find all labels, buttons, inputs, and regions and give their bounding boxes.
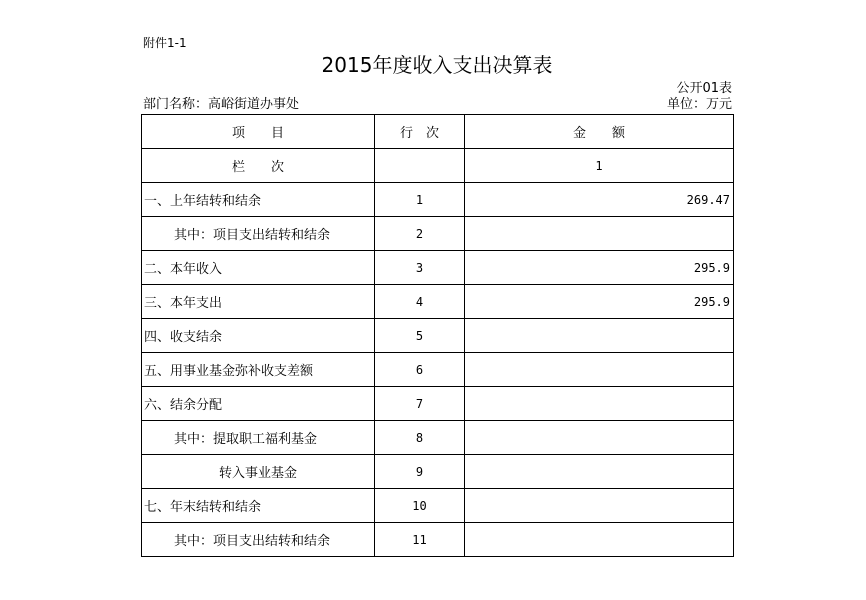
column-index-amount: 1 [465, 149, 734, 183]
row-line: 4 [375, 285, 465, 319]
table-row [142, 217, 734, 251]
row-item: 六、结余分配 [142, 387, 375, 421]
row-item: 其中：提取职工福利基金 [142, 421, 375, 455]
header-line: 行 次 [375, 115, 465, 149]
report-title: 2015年度收入支出决算表 [321, 53, 553, 77]
row-amount: 295.9 [465, 251, 734, 285]
table-row [142, 183, 734, 217]
table-header-row [142, 115, 734, 149]
department-name: 部门名称：高峪街道办事处 [143, 97, 300, 112]
table-row [142, 421, 734, 455]
table-row [142, 251, 734, 285]
form-code: 公开01表 [676, 81, 732, 96]
row-amount [465, 421, 734, 455]
table-row [142, 489, 734, 523]
row-line: 11 [375, 523, 465, 557]
row-item: 七、年末结转和结余 [142, 489, 375, 523]
table-row [142, 455, 734, 489]
row-line: 8 [375, 421, 465, 455]
header-item: 项 目 [142, 115, 375, 149]
row-amount: 269.47 [465, 183, 734, 217]
row-item: 其中：项目支出结转和结余 [142, 217, 375, 251]
header-amount: 金 额 [465, 115, 734, 149]
row-item: 五、用事业基金弥补收支差额 [142, 353, 375, 387]
column-index-label: 栏 次 [142, 149, 375, 183]
row-line: 6 [375, 353, 465, 387]
row-line: 10 [375, 489, 465, 523]
row-item: 二、本年收入 [142, 251, 375, 285]
row-amount: 295.9 [465, 285, 734, 319]
row-line: 9 [375, 455, 465, 489]
row-line: 2 [375, 217, 465, 251]
row-amount [465, 489, 734, 523]
row-amount [465, 455, 734, 489]
row-line: 1 [375, 183, 465, 217]
row-item: 转入事业基金 [142, 455, 375, 489]
attachment-label: 附件1-1 [143, 36, 187, 50]
row-amount [465, 217, 734, 251]
row-amount [465, 353, 734, 387]
table-row [142, 285, 734, 319]
row-item: 一、上年结转和结余 [142, 183, 375, 217]
row-line: 7 [375, 387, 465, 421]
row-amount [465, 523, 734, 557]
column-index-line [375, 149, 465, 183]
budget-table [141, 114, 734, 557]
row-line: 5 [375, 319, 465, 353]
row-amount [465, 387, 734, 421]
row-item: 三、本年支出 [142, 285, 375, 319]
row-line: 3 [375, 251, 465, 285]
unit-label: 单位：万元 [666, 97, 732, 112]
table-row [142, 353, 734, 387]
row-amount [465, 319, 734, 353]
column-index-row [142, 149, 734, 183]
row-item: 其中：项目支出结转和结余 [142, 523, 375, 557]
table-row [142, 523, 734, 557]
table-row [142, 387, 734, 421]
row-item: 四、收支结余 [142, 319, 375, 353]
table-row [142, 319, 734, 353]
